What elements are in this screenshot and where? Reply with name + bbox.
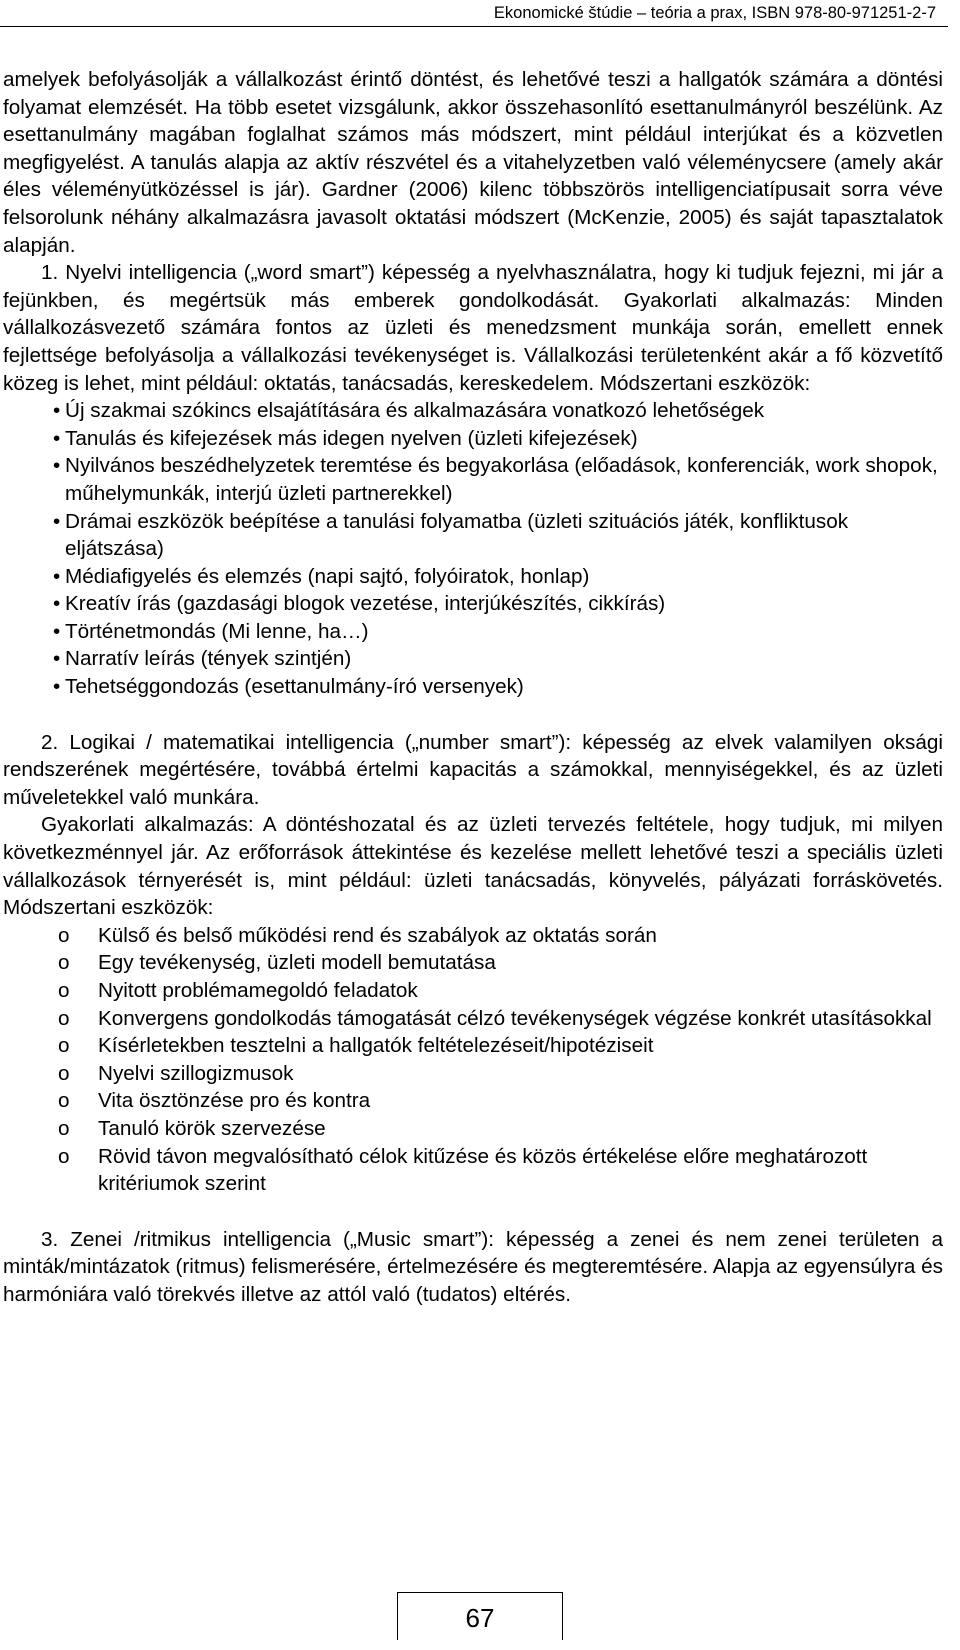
list-item: o Külső és belső működési rend és szabályok az oktatás során [58,922,943,950]
circle-bullet-icon: o [58,1061,70,1085]
bullet-icon: • [53,619,61,643]
bullet-icon: • [53,592,61,616]
circle-bullet-icon: o [58,1116,70,1140]
list-item: o Rövid távon megvalósítható célok kitűzése és közös értékelése előre meghatározott kritériumok szerint [58,1144,868,1196]
circle-bullet-icon: o [58,979,70,1002]
list-item: o Konvergens gondolkodás támogatását célzó tevékenységek végzése konkrét utasításokkal [58,1005,943,1033]
bullet-icon: • [53,509,61,533]
bullet-icon: • [53,675,61,699]
circle-bullet-icon: o [58,951,70,975]
list-item: • Narratív leírás (tények szintjén) [53,645,943,673]
list-item: o Kísérletekben tesztelni a hallgatók feltételezéseit/hipotéziseit [58,1032,943,1060]
circle-bullet-icon: o [58,1144,70,1168]
section2-paragraph-1: 2. Logikai / matematikai intelligencia („number smart”): képesség az elvek valamilyen oksági rendszerének megértésére, továbbá értelmi kapacitás a számokkal, mennyiségekkel, és az üzleti műveletekkel való munkára. [3,730,943,809]
list-item: • Tehetséggondozás (esettanulmány-író versenyek) [53,673,943,701]
section1-list [3,397,943,701]
list-item: • Drámai eszközök beépítése a tanulási folyamatba (üzleti szituációs játék, konfliktusok eljátszása) [53,509,849,561]
circle-bullet-icon: o [58,1006,70,1030]
section-spacer [3,1198,943,1226]
list-item: o Nyelvi szillogizmusok [58,1060,943,1088]
page-number-box [397,1592,563,1640]
circle-bullet-icon: o [58,1089,70,1113]
list-item: • Új szakmai szókincs elsajátítására és alkalmazására vonatkozó lehetőségek [53,397,943,425]
list-item: o Nyitott problémamegoldó feladatok [58,977,943,1005]
section1-paragraph: 1. Nyelvi intelligencia („word smart”) képesség a nyelvhasználatra, hogy ki tudjuk fejezni, mi jár a fejünkben, és megértsük más emberek gondolkodását. Gyakorlati alkalmazás: Minden vállalkozásvezető számára fontos az üzleti és menedzsment munkája során, emellett ennek fejlettsége befolyásolja a vállalkozási tevékenységet is. Vállalkozási területenként akár a fő közvetítő közeg is lehet, mint például: oktatás, tanácsadás, kereskedelem. Módszertani eszközök: [3,261,943,395]
list-item: o Vita ösztönzése pro és kontra [58,1087,943,1115]
section2-paragraph-2: Gyakorlati alkalmazás: A döntéshozatal és az üzleti tervezés feltétele, hogy tudjuk, mi milyen következménnyel jár. Az erőforrások áttekintése és kezelése mellett lehetővé teszi a speciális üzleti vállalkozások térnyerését is, mint például: üzleti tanácsadás, könyvelés, pályázati forráskövetés. Módszertani eszközök: [3,813,943,920]
bullet-icon: • [53,454,61,478]
circle-bullet-icon: o [58,1034,70,1058]
section2-list [3,922,943,1198]
running-title: Ekonomické štúdie – teória a prax, ISBN 978-80-971251-2-7 [493,4,936,22]
bullet-icon: • [53,564,61,588]
list-item: • Kreatív írás (gazdasági blogok vezetése, interjúkészítés, cikkírás) [53,590,943,618]
intro-paragraph: amelyek befolyásolják a vállalkozást érintő döntést, és lehetővé teszi a hallgatók számára a döntési folyamat elemzését. Ha több esetet vizsgálunk, akkor összehasonlító esettanulmányról beszélünk. Az esettanulmány magában foglalhat számos más módszert, mint például interjúkat és a közvetlen megfigyelést. A tanulás alapja az aktív részvétel és a vitahelyzetben való véleménycsere (amely akár éles véleményütközéssel is jár). Gardner (2006) kilenc többszörös intelligenciatípusait sorra véve felsorolunk néhány alkalmazásra javasolt oktatási módszert (McKenzie, 2005) és saját tapasztalatok alapján. [3,68,943,257]
bullet-icon: • [53,647,61,671]
running-header [0,0,948,27]
list-item: • Tanulás és kifejezések más idegen nyelven (üzleti kifejezések) [53,425,943,453]
list-item: • Médiafigyelés és elemzés (napi sajtó, folyóiratok, honlap) [53,563,943,591]
bullet-icon: • [53,426,61,450]
page-number: 67 [465,1603,495,1633]
list-item: o Tanuló körök szervezése [58,1115,943,1143]
circle-bullet-icon: o [58,923,70,947]
list-item: o Egy tevékenység, üzleti modell bemutatása [58,949,943,977]
bullet-icon: • [53,399,61,423]
page-body [3,66,943,1309]
section-spacer [3,701,943,729]
list-item: • Történetmondás (Mi lenne, ha…) [53,618,943,646]
list-item: • Nyilvános beszédhelyzetek teremtése és begyakorlása (előadások, konferenciák, work shopok, műhelymunkák, interjú üzleti partnerekkel) [53,454,938,505]
section3-paragraph: 3. Zenei /ritmikus intelligencia („Music smart”): képesség a zenei és nem zenei területen a minták/mintázatok (ritmus) felismerésére, értelmezésére és megteremtésére. Alapja az egyensúlyra és harmóniára való törekvés illetve az attól való (tudatos) eltérés. [3,1227,943,1306]
